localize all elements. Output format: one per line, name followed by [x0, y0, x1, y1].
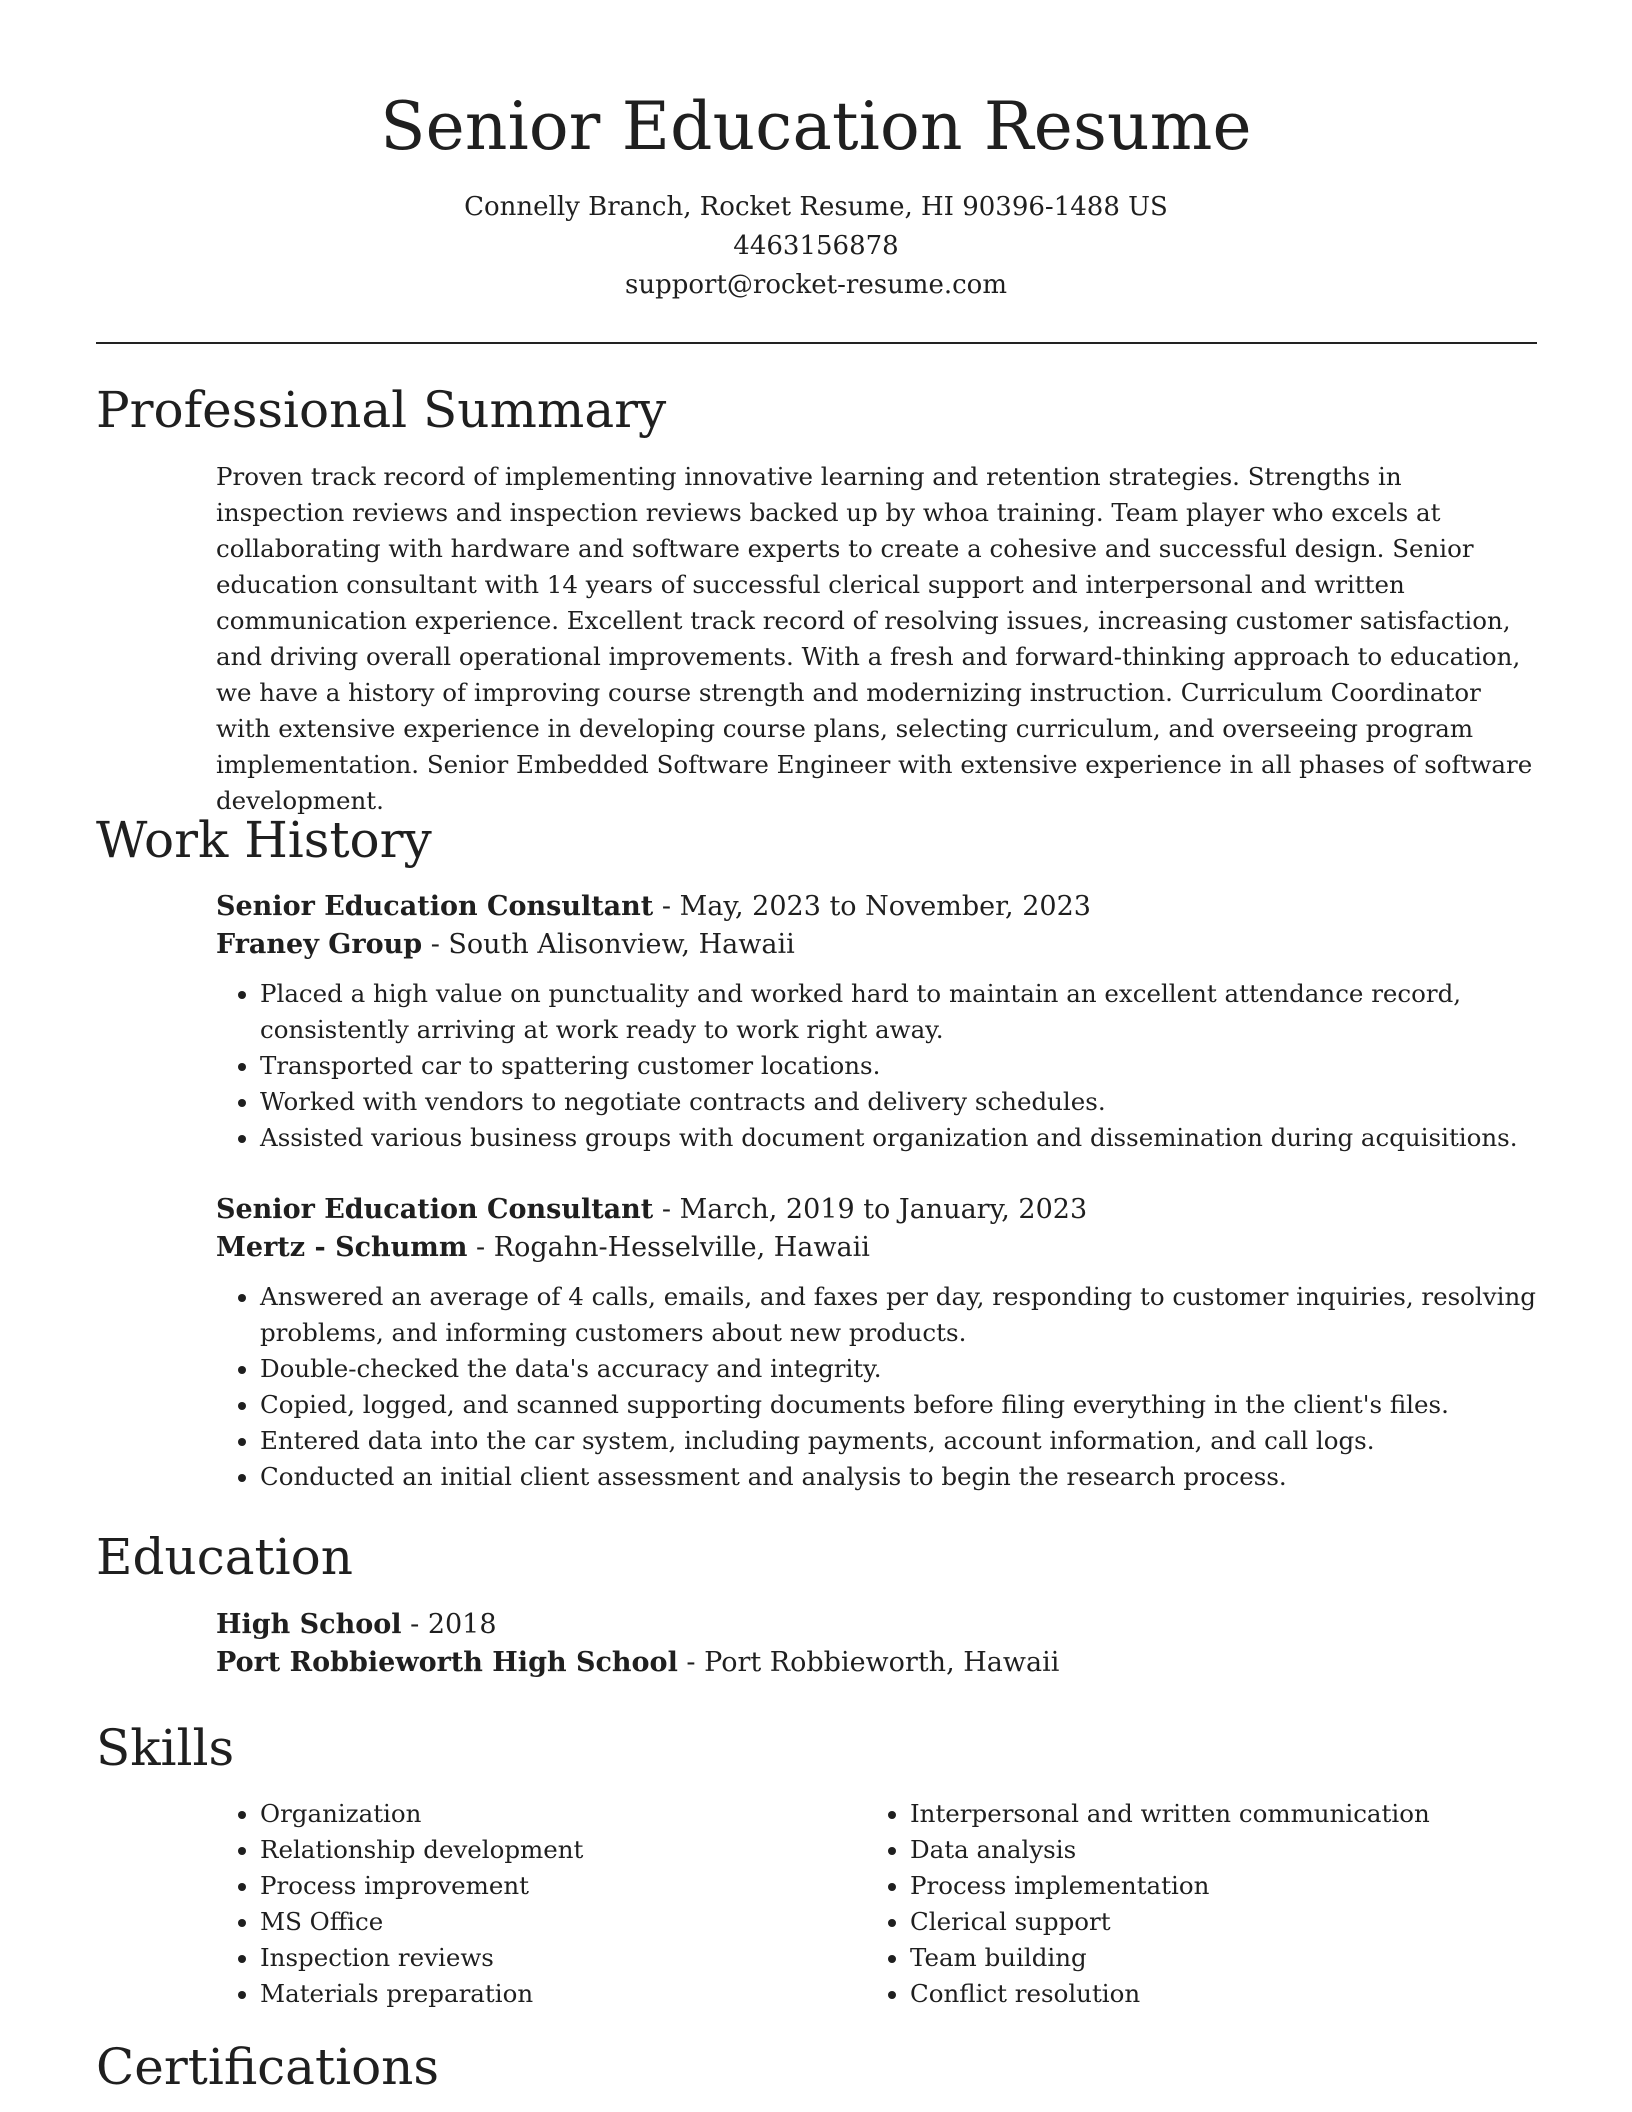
- job-location: Rogahn-Hesselville, Hawaii: [493, 1232, 870, 1263]
- skills-list: [216, 1796, 1536, 2012]
- summary-section: [216, 459, 1536, 819]
- section-title-summary: Professional Summary: [96, 381, 667, 439]
- skills-column-1: [216, 1796, 866, 2012]
- email-address: support@rocket-resume.com: [624, 270, 1007, 300]
- separator: -: [401, 1609, 428, 1640]
- separator: -: [422, 929, 449, 960]
- list-item: • Organization: [260, 1796, 866, 1832]
- list-item: • Inspection reviews: [260, 1940, 866, 1976]
- job-title: Senior Education Consultant: [216, 891, 654, 922]
- list-item: • Relationship development: [260, 1832, 866, 1868]
- list-item: • Data analysis: [910, 1832, 1530, 1868]
- job-duties: [216, 1279, 1536, 1495]
- list-item: • Copied, logged, and scanned supporting documents before filing everything in the client's files.: [260, 1387, 1536, 1423]
- job-dates: March, 2019 to January, 2023: [679, 1194, 1088, 1225]
- job-company-line: [216, 1229, 1536, 1267]
- list-item: • Answered an average of 4 calls, emails, and faxes per day, responding to customer inquiries, resolving problems, and informing customers about new products.: [260, 1279, 1536, 1351]
- job-title-line: [216, 888, 1536, 926]
- job-title: Senior Education Consultant: [216, 1194, 654, 1225]
- list-item: • Conducted an initial client assessment and analysis to begin the research process.: [260, 1459, 1536, 1495]
- list-item: • Double-checked the data's accuracy and integrity.: [260, 1351, 1536, 1387]
- job-duties: [216, 976, 1536, 1156]
- separator: -: [467, 1232, 494, 1263]
- resume-header: [0, 78, 1632, 305]
- section-title-education: Education: [96, 1528, 353, 1586]
- job-title-line: [216, 1191, 1536, 1229]
- list-item: • Process improvement: [260, 1868, 866, 1904]
- separator: -: [677, 1647, 705, 1678]
- list-item: • Conflict resolution: [910, 1976, 1530, 2012]
- school-line: [216, 1644, 1536, 1682]
- list-item: • MS Office: [260, 1904, 866, 1940]
- phone-number: 4463156878: [733, 231, 899, 261]
- job-location: South Alisonview, Hawaii: [448, 929, 795, 960]
- section-title-skills: Skills: [96, 1719, 235, 1777]
- school-name: Port Robbieworth High School: [216, 1647, 678, 1678]
- school-location: Port Robbieworth, Hawaii: [704, 1647, 1060, 1678]
- list-item: • Assisted various business groups with document organization and dissemination during acquisitions.: [260, 1120, 1536, 1156]
- degree-line: [216, 1606, 1536, 1644]
- graduation-year: 2018: [427, 1609, 497, 1640]
- list-item: • Materials preparation: [260, 1976, 866, 2012]
- skills-column-2: [866, 1796, 1530, 2012]
- job-company-line: [216, 926, 1536, 964]
- list-item: • Transported car to spattering customer locations.: [260, 1048, 1536, 1084]
- separator: -: [653, 1194, 680, 1225]
- job-entry: [216, 1191, 1536, 1495]
- header-divider: [96, 342, 1537, 344]
- education-entry: [216, 1606, 1536, 1682]
- address: Connelly Branch, Rocket Resume, HI 90396-1488 US: [464, 192, 1168, 222]
- separator: -: [653, 891, 680, 922]
- contact-info: [0, 188, 1632, 305]
- job-dates: May, 2023 to November, 2023: [679, 891, 1091, 922]
- job-entry: [216, 888, 1536, 1156]
- list-item: • Team building: [910, 1940, 1530, 1976]
- degree: High School: [216, 1609, 402, 1640]
- summary-text: Proven track record of implementing innovative learning and retention strategies. Strengths in inspection reviews and inspection reviews backed up by whoa training. Team player who excels at collaborating with hardware and software experts to create a cohesive and successful design. Senior education consultant with 14 years of successful clerical support and interpersonal and written communication experience. Excellent track record of resolving issues, increasing customer satisfaction, and driving overall operational improvements. With a fresh and forward-thinking approach to education, we have a history of improving course strength and modernizing instruction. Curriculum Coordinator with extensive experience in developing course plans, selecting curriculum, and overseeing program implementation. Senior Embedded Software Engineer with extensive experience in all phases of software development.: [216, 462, 1533, 815]
- section-title-certifications: Certifications: [96, 2038, 440, 2096]
- list-item: • Worked with vendors to negotiate contracts and delivery schedules.: [260, 1084, 1536, 1120]
- company-name: Mertz - Schumm: [216, 1232, 468, 1263]
- list-item: • Process implementation: [910, 1868, 1530, 1904]
- list-item: • Interpersonal and written communication: [910, 1796, 1530, 1832]
- section-title-work-history: Work History: [96, 811, 432, 869]
- resume-title: Senior Education Resume: [380, 88, 1252, 165]
- list-item: • Clerical support: [910, 1904, 1530, 1940]
- company-name: Franey Group: [216, 929, 423, 960]
- list-item: • Entered data into the car system, including payments, account information, and call logs.: [260, 1423, 1536, 1459]
- list-item: • Placed a high value on punctuality and worked hard to maintain an excellent attendance record, consistently arriving at work ready to work right away.: [260, 976, 1536, 1048]
